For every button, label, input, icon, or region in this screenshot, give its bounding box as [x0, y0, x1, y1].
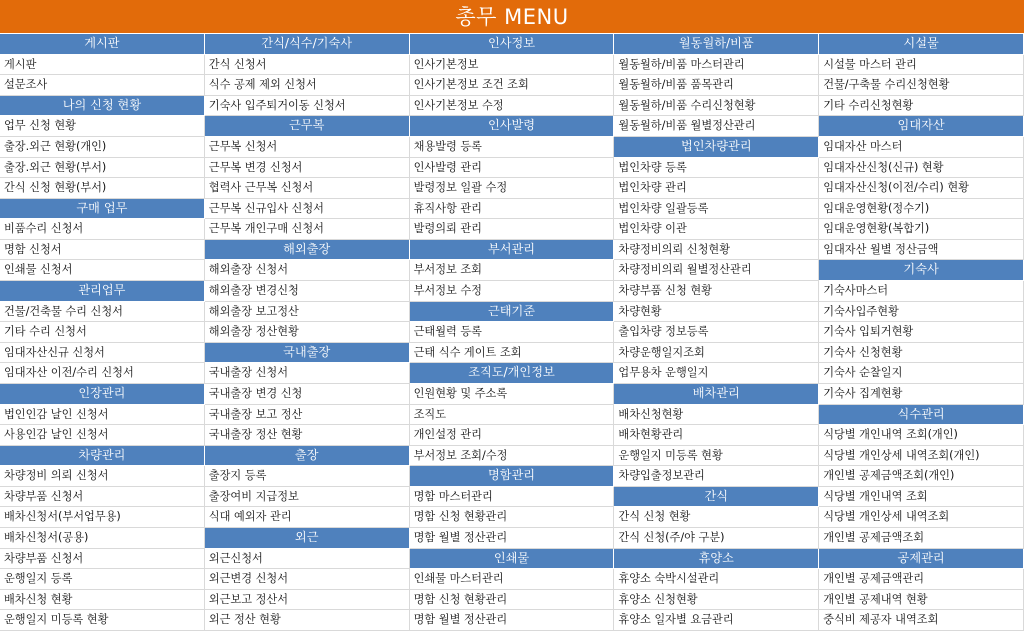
menu-section-header: 인사발령 — [410, 116, 615, 137]
menu-item-link[interactable]: 배차신청 현황 — [0, 590, 205, 611]
menu-item-link[interactable]: 배차신청현황 — [614, 405, 819, 426]
menu-item-link[interactable]: 월동월하/비품 품목관리 — [614, 75, 819, 96]
menu-section-header: 게시판 — [0, 34, 205, 55]
menu-item-link[interactable]: 근무복 변경 신청서 — [205, 158, 410, 179]
menu-item-link[interactable]: 국내출장 보고 정산 — [205, 405, 410, 426]
menu-item-link[interactable]: 임대운영현황(정수기) — [819, 199, 1024, 220]
menu-item-link[interactable]: 부서정보 조회/수정 — [410, 446, 615, 467]
menu-item-link[interactable]: 법인차량 관리 — [614, 178, 819, 199]
menu-item-link[interactable]: 임대운영현황(복합기) — [819, 219, 1024, 240]
menu-item-link[interactable]: 국내출장 정산 현황 — [205, 425, 410, 446]
menu-item-link[interactable]: 차량현황 — [614, 302, 819, 323]
menu-section-header: 해외출장 — [205, 240, 410, 261]
menu-item-link[interactable]: 임대자산 이전/수리 신청서 — [0, 363, 205, 384]
menu-section-header: 휴양소 — [614, 549, 819, 570]
menu-item-link[interactable]: 휴직사항 관리 — [410, 199, 615, 220]
menu-item-link[interactable]: 부서정보 수정 — [410, 281, 615, 302]
menu-item-link[interactable]: 식당별 개인내역 조회(개인) — [819, 425, 1024, 446]
menu-item-link[interactable]: 시설물 마스터 관리 — [819, 55, 1024, 76]
page-title: 총무 MENU — [0, 0, 1024, 34]
menu-item-link[interactable]: 출입차량 정보등록 — [614, 322, 819, 343]
menu-item-link[interactable]: 기타 수리신청현황 — [819, 96, 1024, 117]
menu-item-link[interactable]: 발령의뢰 관리 — [410, 219, 615, 240]
menu-item-link[interactable]: 인쇄물 신청서 — [0, 260, 205, 281]
menu-item-link[interactable]: 기숙사 신청현황 — [819, 343, 1024, 364]
menu-item-link[interactable]: 개인별 공제금액조회(개인) — [819, 466, 1024, 487]
menu-item-link[interactable]: 외근보고 정산서 — [205, 590, 410, 611]
menu-item-link[interactable]: 명함 신청 현황관리 — [410, 590, 615, 611]
menu-item-link[interactable]: 국내출장 변경 신청 — [205, 384, 410, 405]
menu-item-link[interactable]: 임대자산신청(이전/수리) 현황 — [819, 178, 1024, 199]
menu-section-header: 근무복 — [205, 116, 410, 137]
menu-item-link[interactable]: 업무용차 운행일지 — [614, 363, 819, 384]
menu-item-link[interactable]: 설문조사 — [0, 75, 205, 96]
menu-item-link[interactable]: 휴양소 숙박시설관리 — [614, 569, 819, 590]
menu-item-link[interactable]: 개인별 공제금액관리 — [819, 569, 1024, 590]
menu-item-link[interactable]: 부서정보 조회 — [410, 260, 615, 281]
menu-item-link[interactable]: 건물/구축물 수리신청현황 — [819, 75, 1024, 96]
menu-item-link[interactable]: 차량운행일지조회 — [614, 343, 819, 364]
menu-item-link[interactable]: 간식 신청 현황 — [614, 507, 819, 528]
menu-item-link[interactable]: 출장.외근 현황(개인) — [0, 137, 205, 158]
menu-section-header: 외근 — [205, 528, 410, 549]
menu-item-link[interactable]: 명함 신청서 — [0, 240, 205, 261]
menu-section-header: 조직도/개인정보 — [410, 363, 615, 384]
menu-item-link[interactable]: 인사기본정보 — [410, 55, 615, 76]
menu-item-link[interactable]: 차량정비의뢰 월별정산관리 — [614, 260, 819, 281]
menu-item-link[interactable]: 휴양소 신청현황 — [614, 590, 819, 611]
menu-item-link[interactable]: 외근변경 신청서 — [205, 569, 410, 590]
menu-item-link[interactable]: 인사기본정보 조건 조회 — [410, 75, 615, 96]
menu-item-link[interactable]: 게시판 — [0, 55, 205, 76]
menu-item-link[interactable]: 인사기본정보 수정 — [410, 96, 615, 117]
menu-item-link[interactable]: 간식 신청서 — [205, 55, 410, 76]
menu-section-header: 식수관리 — [819, 405, 1024, 426]
menu-item-link[interactable]: 비품수리 신청서 — [0, 219, 205, 240]
menu-item-link[interactable]: 법인차량 이관 — [614, 219, 819, 240]
menu-item-link[interactable]: 임대자산 월별 정산금액 — [819, 240, 1024, 261]
menu-item-link[interactable]: 외근신청서 — [205, 549, 410, 570]
menu-item-link[interactable]: 인사발령 관리 — [410, 158, 615, 179]
menu-section-header: 명함관리 — [410, 466, 615, 487]
menu-item-link[interactable]: 임대자산 마스터 — [819, 137, 1024, 158]
menu-item-link[interactable]: 차량부품 신청서 — [0, 549, 205, 570]
menu-item-link[interactable]: 기타 수리 신청서 — [0, 322, 205, 343]
menu-item-link[interactable]: 근태 식수 게이트 조회 — [410, 343, 615, 364]
menu-section-header: 간식 — [614, 487, 819, 508]
menu-item-link[interactable]: 차량부품 신청 현황 — [614, 281, 819, 302]
menu-item-link[interactable]: 중식비 제공자 내역조회 — [819, 610, 1024, 631]
menu-section-header: 구매 업무 — [0, 199, 205, 220]
menu-item-link[interactable]: 명함 월별 정산관리 — [410, 528, 615, 549]
menu-section-header: 시설물 — [819, 34, 1024, 55]
menu-item-link[interactable]: 운행일지 미등록 현황 — [614, 446, 819, 467]
menu-item-link[interactable]: 배차신청서(부서업무용) — [0, 507, 205, 528]
menu-section-header: 나의 신청 현황 — [0, 96, 205, 117]
menu-item-link[interactable]: 배차신청서(공용) — [0, 528, 205, 549]
menu-section-header: 인장관리 — [0, 384, 205, 405]
menu-item-link[interactable]: 운행일지 미등록 현황 — [0, 610, 205, 631]
menu-item-link[interactable]: 임대자산신청(신규) 현황 — [819, 158, 1024, 179]
menu-item-link[interactable]: 개인별 공제내역 현황 — [819, 590, 1024, 611]
menu-item-link[interactable]: 법인차량 일괄등록 — [614, 199, 819, 220]
menu-item-link[interactable]: 식당별 개인상세 내역조회(개인) — [819, 446, 1024, 467]
menu-section-header: 국내출장 — [205, 343, 410, 364]
menu-item-link[interactable]: 차량입출정보관리 — [614, 466, 819, 487]
menu-section-header: 간식/식수/기숙사 — [205, 34, 410, 55]
menu-item-link[interactable]: 월동월하/비품 마스터관리 — [614, 55, 819, 76]
menu-section-header: 인사정보 — [410, 34, 615, 55]
menu-section-header: 법인차량관리 — [614, 137, 819, 158]
menu-section-header: 배차관리 — [614, 384, 819, 405]
menu-section-header: 인쇄물 — [410, 549, 615, 570]
menu-item-link[interactable]: 명함 신청 현황관리 — [410, 507, 615, 528]
menu-item-link[interactable]: 차량정비의뢰 신청현황 — [614, 240, 819, 261]
menu-item-link[interactable]: 개인별 공제금액조회 — [819, 528, 1024, 549]
menu-item-link[interactable]: 배차현황관리 — [614, 425, 819, 446]
menu-item-link[interactable]: 협력사 근무복 신청서 — [205, 178, 410, 199]
menu-section-header: 월동월하/비품 — [614, 34, 819, 55]
menu-item-link[interactable]: 건물/건축물 수리 신청서 — [0, 302, 205, 323]
menu-item-link[interactable]: 해외출장 정산현황 — [205, 322, 410, 343]
menu-item-link[interactable]: 간식 신청(주/야 구분) — [614, 528, 819, 549]
menu-item-link[interactable]: 차량정비 의뢰 신청서 — [0, 466, 205, 487]
menu-item-link[interactable]: 출장여비 지급정보 — [205, 487, 410, 508]
menu-grid — [0, 34, 1024, 631]
menu-item-link[interactable]: 법인차량 등록 — [614, 158, 819, 179]
menu-item-link[interactable]: 채용발령 등록 — [410, 137, 615, 158]
menu-section-header: 임대자산 — [819, 116, 1024, 137]
menu-item-link[interactable]: 해외출장 신청서 — [205, 260, 410, 281]
menu-item-link[interactable]: 국내출장 신청서 — [205, 363, 410, 384]
menu-section-header: 관리업무 — [0, 281, 205, 302]
menu-item-link[interactable]: 월동월하/비품 수리신청현황 — [614, 96, 819, 117]
menu-item-link[interactable]: 임대자산신규 신청서 — [0, 343, 205, 364]
menu-section-header: 부서관리 — [410, 240, 615, 261]
menu-section-header: 출장 — [205, 446, 410, 467]
menu-item-link[interactable]: 법인인감 날인 신청서 — [0, 405, 205, 426]
menu-item-link[interactable]: 출장.외근 현황(부서) — [0, 158, 205, 179]
menu-item-link[interactable]: 기숙사마스터 — [819, 281, 1024, 302]
menu-item-link[interactable]: 근무복 신규입사 신청서 — [205, 199, 410, 220]
menu-item-link[interactable]: 근무복 개인구매 신청서 — [205, 219, 410, 240]
menu-item-link[interactable]: 명함 월별 정산관리 — [410, 610, 615, 631]
menu-item-link[interactable]: 업무 신청 현황 — [0, 116, 205, 137]
menu-item-link[interactable]: 간식 신청 현황(부서) — [0, 178, 205, 199]
menu-item-link[interactable]: 개인설정 관리 — [410, 425, 615, 446]
menu-item-link[interactable]: 외근 정산 현황 — [205, 610, 410, 631]
menu-item-link[interactable]: 조직도 — [410, 405, 615, 426]
menu-item-link[interactable]: 휴양소 일자별 요금관리 — [614, 610, 819, 631]
menu-item-link[interactable]: 발령정보 일괄 수정 — [410, 178, 615, 199]
menu-item-link[interactable]: 근태월력 등록 — [410, 322, 615, 343]
menu-item-link[interactable]: 식대 예외자 관리 — [205, 507, 410, 528]
menu-item-link[interactable]: 근무복 신청서 — [205, 137, 410, 158]
menu-item-link[interactable]: 식당별 개인상세 내역조회 — [819, 507, 1024, 528]
menu-item-link[interactable]: 출장지 등록 — [205, 466, 410, 487]
menu-item-link[interactable]: 인쇄물 마스터관리 — [410, 569, 615, 590]
menu-section-header: 기숙사 — [819, 260, 1024, 281]
menu-section-header: 차량관리 — [0, 446, 205, 467]
menu-item-link[interactable]: 명함 마스터관리 — [410, 487, 615, 508]
menu-item-link[interactable]: 기숙사입주현황 — [819, 302, 1024, 323]
menu-item-link[interactable]: 해외출장 보고정산 — [205, 302, 410, 323]
menu-item-link[interactable]: 인원현황 및 주소록 — [410, 384, 615, 405]
menu-item-link[interactable]: 해외출장 변경신청 — [205, 281, 410, 302]
menu-item-link[interactable]: 기숙사 순찰일지 — [819, 363, 1024, 384]
menu-item-link[interactable]: 기숙사 입퇴거현황 — [819, 322, 1024, 343]
menu-item-link[interactable]: 식당별 개인내역 조회 — [819, 487, 1024, 508]
menu-item-link[interactable]: 기숙사 집계현황 — [819, 384, 1024, 405]
menu-item-link[interactable]: 차량부품 신청서 — [0, 487, 205, 508]
menu-section-header: 근태기준 — [410, 302, 615, 323]
menu-item-link[interactable]: 식수 공제 제외 신청서 — [205, 75, 410, 96]
menu-item-link[interactable]: 월동월하/비품 월별정산관리 — [614, 116, 819, 137]
menu-section-header: 공제관리 — [819, 549, 1024, 570]
menu-item-link[interactable]: 운행일지 등록 — [0, 569, 205, 590]
menu-item-link[interactable]: 사용인감 날인 신청서 — [0, 425, 205, 446]
menu-item-link[interactable]: 기숙사 입주퇴거이동 신청서 — [205, 96, 410, 117]
